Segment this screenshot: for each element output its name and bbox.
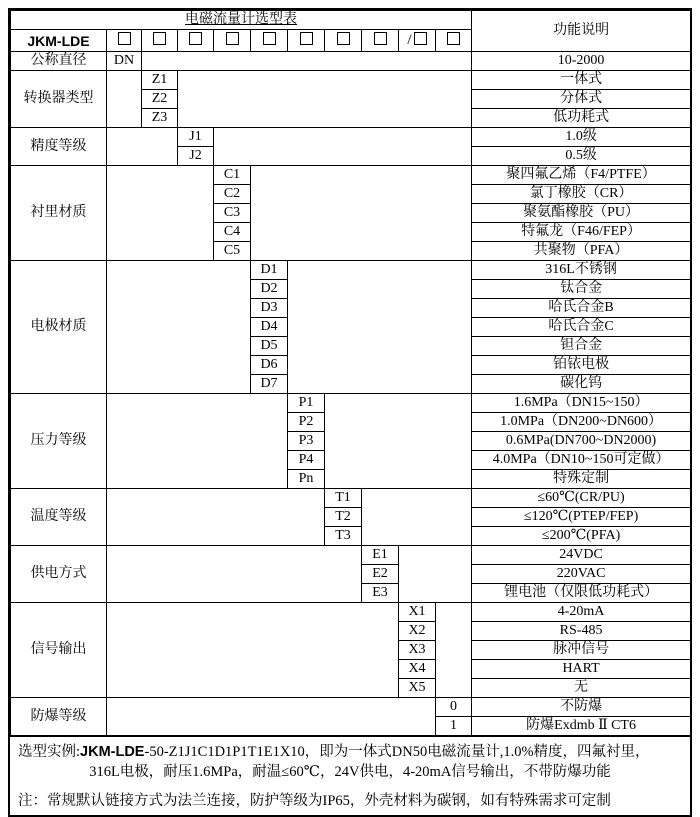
code-cell: J2 xyxy=(178,147,214,166)
code-cell: E2 xyxy=(362,565,399,584)
desc-cell: 0.6MPa(DN700~DN2000) xyxy=(472,432,691,451)
desc-cell: 低功耗式 xyxy=(472,109,691,128)
section-label-accuracy: 精度等级 xyxy=(11,128,107,166)
section-label-electrode: 电极材质 xyxy=(11,261,107,394)
desc-cell: ≤200℃(PFA) xyxy=(472,527,691,546)
desc-cell: 铂铱电极 xyxy=(472,356,691,375)
desc-cell: 220VAC xyxy=(472,565,691,584)
desc-cell: 一体式 xyxy=(472,71,691,90)
code-cell: C2 xyxy=(214,185,251,204)
checkbox-cell-dn xyxy=(107,30,142,52)
code-cell: T2 xyxy=(325,508,362,527)
code-cell: 0 xyxy=(436,698,472,717)
code-cell: X3 xyxy=(399,641,436,660)
checkbox-cell-p xyxy=(288,30,325,52)
checkbox-icon xyxy=(414,32,427,45)
checkbox-icon xyxy=(374,32,387,45)
desc-cell: RS-485 xyxy=(472,622,691,641)
code-cell: X5 xyxy=(399,679,436,698)
code-cell: D5 xyxy=(251,337,288,356)
section-label-lining: 衬里材质 xyxy=(11,166,107,261)
spacer-cell xyxy=(107,261,251,394)
code-cell: E1 xyxy=(362,546,399,565)
code-cell: Z2 xyxy=(142,90,178,109)
spacer-cell xyxy=(107,71,142,128)
code-cell: X2 xyxy=(399,622,436,641)
code-cell: P3 xyxy=(288,432,325,451)
checkbox-icon xyxy=(337,32,350,45)
spacer-cell xyxy=(107,546,362,603)
spacer-cell xyxy=(107,603,399,698)
code-cell: P4 xyxy=(288,451,325,470)
desc-cell: 防爆Exdmb Ⅱ CT6 xyxy=(472,717,691,736)
checkbox-icon xyxy=(153,32,166,45)
spacer-cell xyxy=(178,71,472,128)
desc-cell: 无 xyxy=(472,679,691,698)
desc-cell: 碳化钨 xyxy=(472,375,691,394)
code-cell: Pn xyxy=(288,470,325,489)
note-line: 注：常规默认链接方式为法兰连接，防护等级为IP65，外壳材料为碳钢，如有特殊需求可定制 xyxy=(18,793,611,809)
code-cell: J1 xyxy=(178,128,214,147)
code-cell: DN xyxy=(107,52,142,71)
section-label-signal: 信号输出 xyxy=(11,603,107,698)
desc-cell: 1.6MPa（DN15~150） xyxy=(472,394,691,413)
model-code: JKM-LDE xyxy=(11,30,107,52)
footer-notes xyxy=(10,736,690,815)
desc-cell: 10-2000 xyxy=(472,52,691,71)
section-label-explosion: 防爆等级 xyxy=(11,698,107,736)
desc-cell: 脉冲信号 xyxy=(472,641,691,660)
desc-cell: 1.0MPa（DN200~DN600） xyxy=(472,413,691,432)
spacer-cell xyxy=(107,489,325,546)
code-cell: C3 xyxy=(214,204,251,223)
desc-cell: 氯丁橡胶（CR） xyxy=(472,185,691,204)
checkbox-cell-j xyxy=(178,30,214,52)
checkbox-cell-d xyxy=(251,30,288,52)
code-cell: E3 xyxy=(362,584,399,603)
selection-example-line2: 316L电极，耐压1.6MPa，耐温≤60℃，24V供电，4-20mA信号输出，不带防爆功能 xyxy=(89,764,611,780)
code-cell: Z1 xyxy=(142,71,178,90)
section-label-power: 供电方式 xyxy=(11,546,107,603)
desc-cell: 0.5级 xyxy=(472,147,691,166)
spacer-cell xyxy=(288,261,472,394)
spacer-cell xyxy=(214,128,472,166)
code-cell: C1 xyxy=(214,166,251,185)
code-cell: C5 xyxy=(214,242,251,261)
desc-cell: 316L不锈钢 xyxy=(472,261,691,280)
desc-cell: 锂电池（仅限低功耗式） xyxy=(472,584,691,603)
desc-cell: 哈氏合金B xyxy=(472,299,691,318)
checkbox-cell-ex xyxy=(436,30,472,52)
section-label-converter: 转换器类型 xyxy=(11,71,107,128)
example-prefix: 选型实例: xyxy=(18,744,81,760)
desc-cell: ≤120℃(PTEP/FEP) xyxy=(472,508,691,527)
desc-cell: 4-20mA xyxy=(472,603,691,622)
desc-cell: ≤60℃(CR/PU) xyxy=(472,489,691,508)
code-cell: X4 xyxy=(399,660,436,679)
desc-cell: 钛合金 xyxy=(472,280,691,299)
spacer-cell xyxy=(107,128,178,166)
selection-table-sheet xyxy=(8,8,692,817)
code-cell: X1 xyxy=(399,603,436,622)
code-cell: D6 xyxy=(251,356,288,375)
spacer-cell xyxy=(107,166,214,261)
desc-cell: 聚氨酯橡胶（PU） xyxy=(472,204,691,223)
desc-cell: 特氟龙（F46/FEP） xyxy=(472,223,691,242)
code-cell: D2 xyxy=(251,280,288,299)
code-cell: P2 xyxy=(288,413,325,432)
checkbox-icon xyxy=(300,32,313,45)
code-cell: P1 xyxy=(288,394,325,413)
checkbox-icon xyxy=(189,32,202,45)
code-cell: Z3 xyxy=(142,109,178,128)
checkbox-cell-e xyxy=(362,30,399,52)
checkbox-cell-z xyxy=(142,30,178,52)
spacer-cell xyxy=(142,52,472,71)
desc-cell: 聚四氟乙烯（F4/PTFE） xyxy=(472,166,691,185)
desc-cell: 4.0MPa（DN10~150可定做） xyxy=(472,451,691,470)
desc-cell: HART xyxy=(472,660,691,679)
checkbox-cell-t xyxy=(325,30,362,52)
example-model: JKM-LDE xyxy=(80,744,145,760)
code-cell: D4 xyxy=(251,318,288,337)
checkbox-icon xyxy=(118,32,131,45)
code-cell: C4 xyxy=(214,223,251,242)
code-cell: 1 xyxy=(436,717,472,736)
spacer-cell xyxy=(325,394,472,489)
spacer-cell xyxy=(251,166,472,261)
section-label-pressure: 压力等级 xyxy=(11,394,107,489)
desc-cell: 共聚物（PFA） xyxy=(472,242,691,261)
code-cell: T3 xyxy=(325,527,362,546)
slash-separator: / xyxy=(407,32,412,48)
code-cell: D7 xyxy=(251,375,288,394)
desc-cell: 分体式 xyxy=(472,90,691,109)
code-cell: T1 xyxy=(325,489,362,508)
spacer-cell xyxy=(362,489,472,546)
function-column-header: 功能说明 xyxy=(472,11,691,52)
spacer-cell xyxy=(436,603,472,698)
desc-cell: 哈氏合金C xyxy=(472,318,691,337)
checkbox-icon xyxy=(263,32,276,45)
spacer-cell xyxy=(107,394,288,489)
desc-cell: 钽合金 xyxy=(472,337,691,356)
code-cell: D1 xyxy=(251,261,288,280)
code-cell: D3 xyxy=(251,299,288,318)
example-rest: -50-Z1J1C1D1P1T1E1X10，即为一体式DN50电磁流量计,1.0%精度，四氟衬里， xyxy=(144,744,650,760)
desc-cell: 特殊定制 xyxy=(472,470,691,489)
checkbox-cell-c xyxy=(214,30,251,52)
selection-table xyxy=(10,10,691,736)
page-title: 电磁流量计选型表 xyxy=(11,11,472,30)
desc-cell: 24VDC xyxy=(472,546,691,565)
checkbox-icon xyxy=(226,32,239,45)
selection-example-line1 xyxy=(18,742,682,762)
spacer-cell xyxy=(399,546,472,603)
section-label-temperature: 温度等级 xyxy=(11,489,107,546)
checkbox-icon xyxy=(447,32,460,45)
spacer-cell xyxy=(107,698,436,736)
section-label-diameter: 公称直径 xyxy=(11,52,107,71)
checkbox-cell-x xyxy=(399,30,436,52)
desc-cell: 不防爆 xyxy=(472,698,691,717)
desc-cell: 1.0级 xyxy=(472,128,691,147)
